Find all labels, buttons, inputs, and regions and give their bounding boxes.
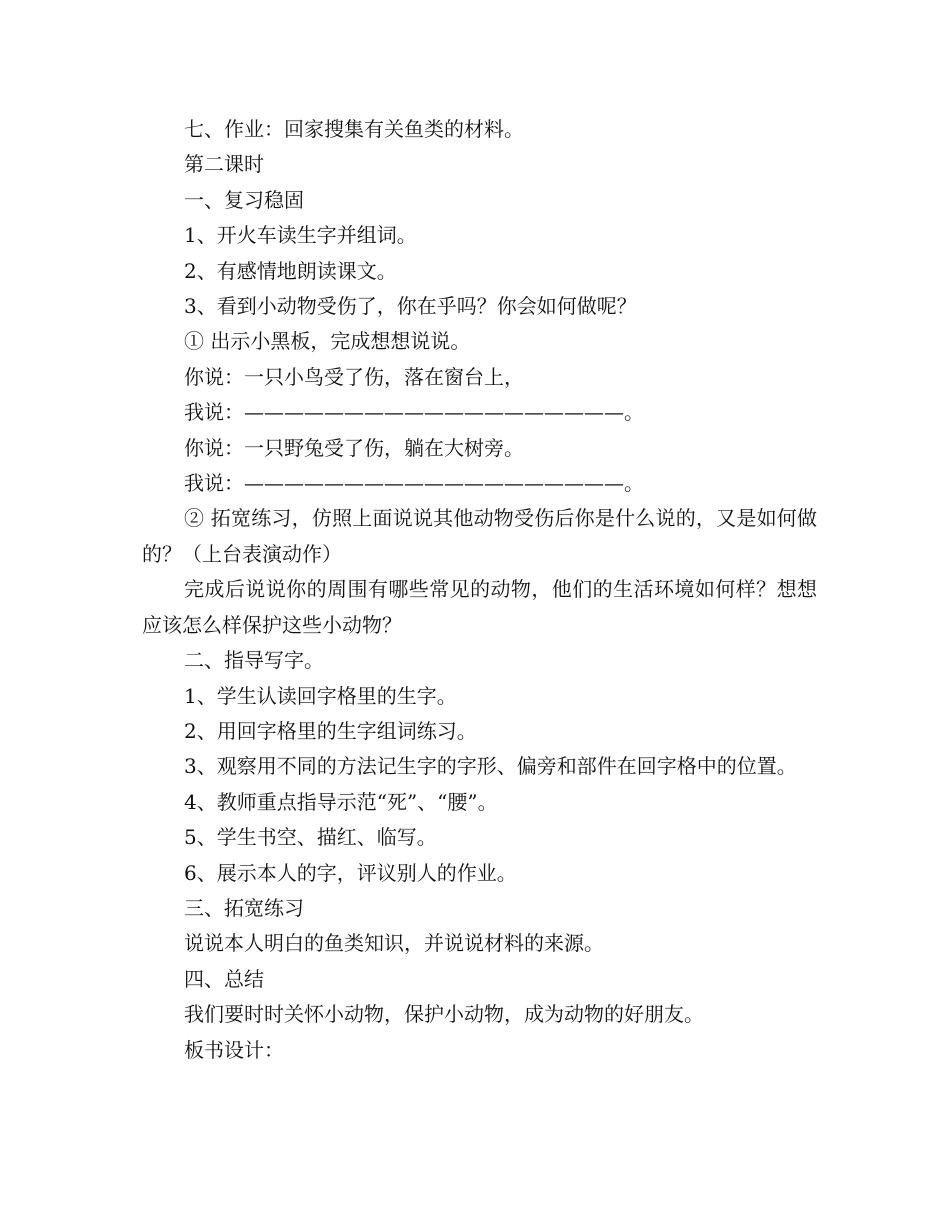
heading-summary: 四、总结	[184, 966, 264, 991]
list-item: ① 出示小黑板，完成想想说说。	[184, 329, 471, 354]
heading-extension: 三、拓宽练习	[184, 895, 304, 920]
heading-board-design: 板书设计：	[184, 1037, 284, 1062]
list-item: 2、用回字格里的生字组词练习。	[184, 718, 477, 743]
dialogue-blank-line: 我说：———————————————————。	[184, 471, 644, 496]
body-paragraph: ② 拓宽练习，仿照上面说说其他动物受伤后你是什么说的，又是如何做的？（上台表演动作）	[142, 506, 817, 566]
heading-second-lesson: 第二课时	[184, 152, 264, 177]
list-item: 2、有感情地朗读课文。	[184, 258, 397, 283]
heading-writing: 二、指导写字。	[184, 648, 324, 673]
dialogue-line: 你说：一只小鸟受了伤，落在窗台上，	[184, 364, 524, 389]
list-item: 3、看到小动物受伤了，你在乎吗？你会如何做呢？	[184, 294, 637, 319]
body-paragraph: 说说本人明白的鱼类知识，并说说材料的来源。	[184, 931, 604, 956]
dialogue-blank-line: 我说：———————————————————。	[184, 400, 644, 425]
body-paragraph: 完成后说说你的周围有哪些常见的动物，他们的生活环境如何样？想想应该怎么样保护这些小动物？	[142, 577, 817, 637]
heading-review: 一、复习稳固	[184, 187, 304, 212]
dialogue-line: 你说：一只野兔受了伤，躺在大树旁。	[184, 435, 524, 460]
heading-homework: 七、作业：回家搜集有关鱼类的材料。	[184, 117, 524, 141]
list-item: 1、学生认读回字格里的生字。	[184, 683, 457, 708]
list-item: 4、教师重点指导示范“死”、“腰”。	[184, 789, 498, 814]
list-item: 6、展示本人的字，评议别人的作业。	[184, 860, 517, 885]
list-item: 5、学生书空、描红、临写。	[184, 825, 437, 850]
list-item: 1、开火车读生字并组词。	[184, 223, 417, 248]
body-paragraph: 我们要时时关怀小动物，保护小动物，成为动物的好朋友。	[184, 1002, 704, 1027]
list-item: 3、观察用不同的方法记生字的字形、偏旁和部件在回字格中的位置。	[184, 754, 797, 779]
